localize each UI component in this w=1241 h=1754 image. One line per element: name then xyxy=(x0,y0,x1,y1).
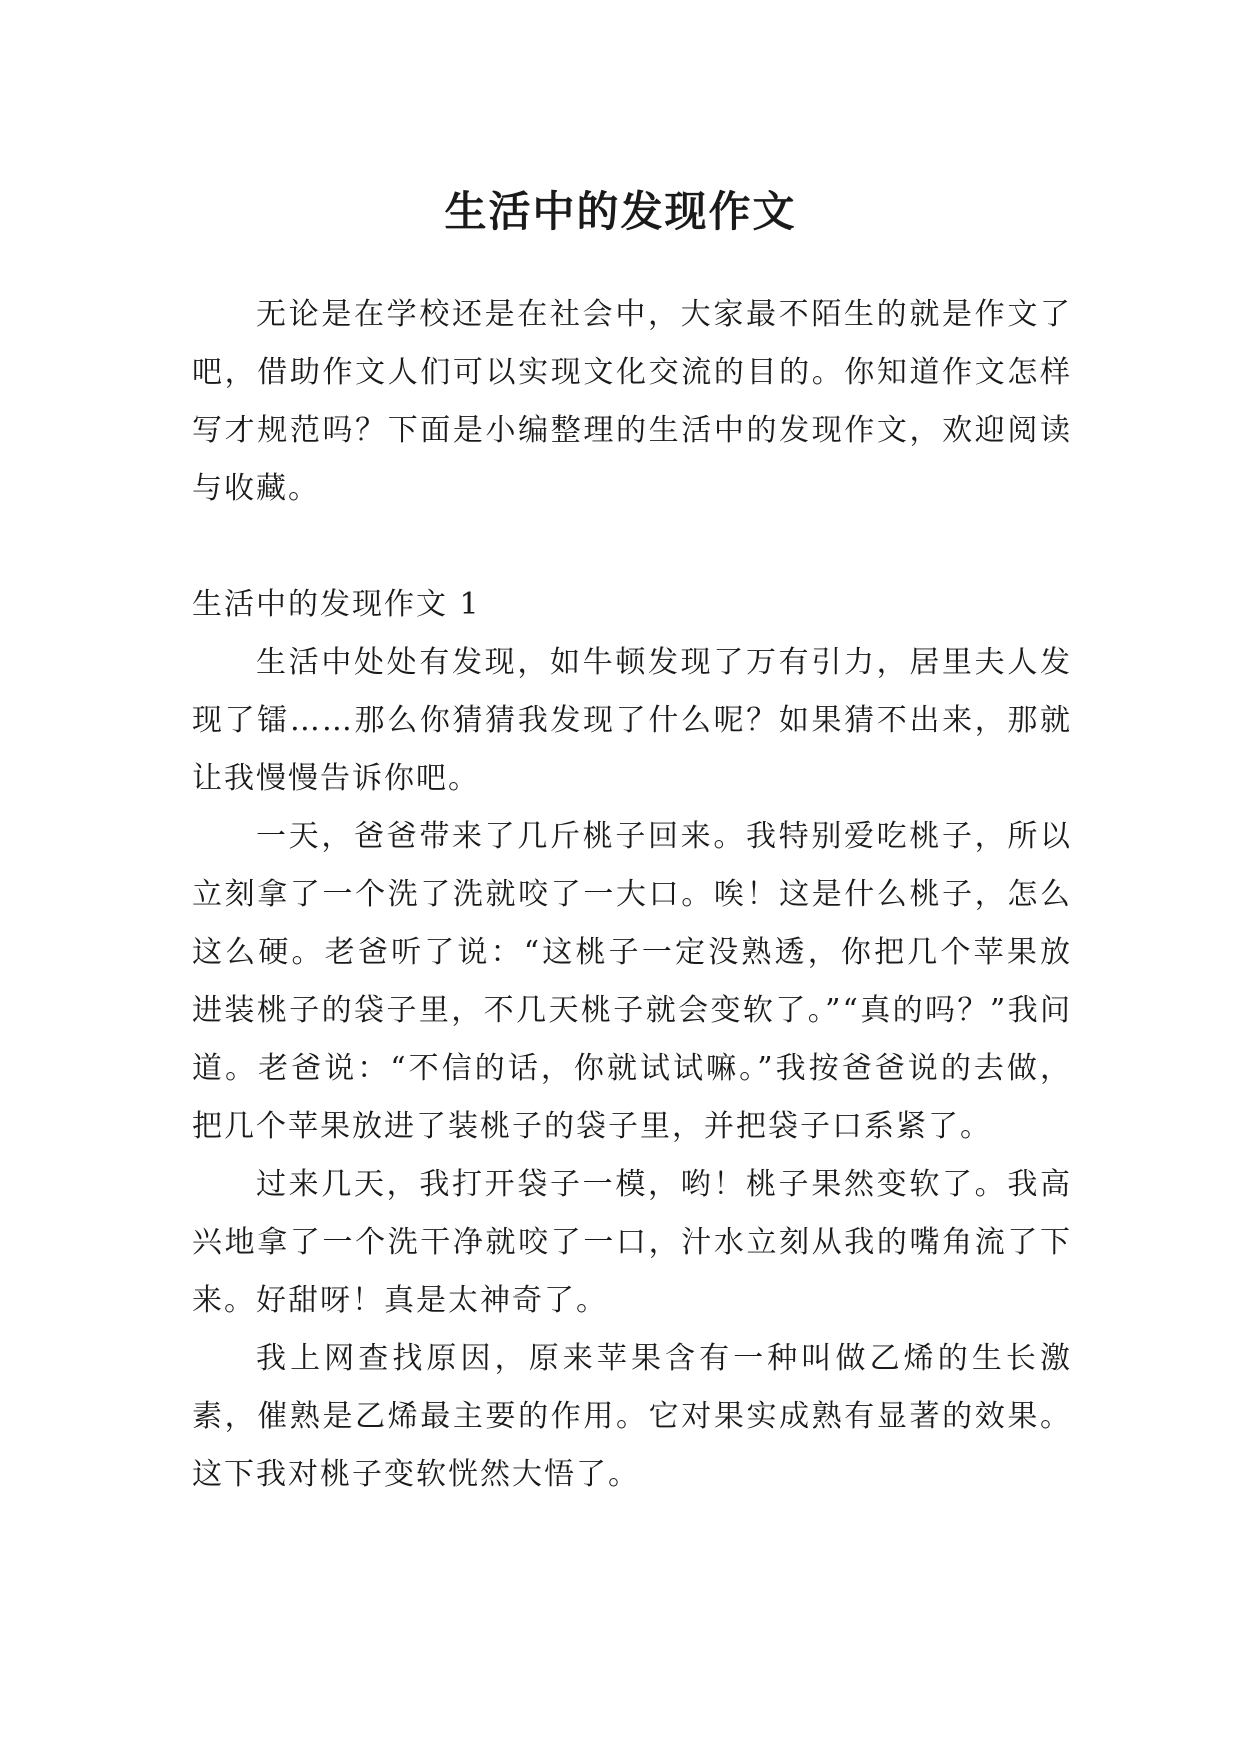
document-title: 生活中的发现作文 xyxy=(444,187,797,237)
essay-paragraph-3: 过来几天，我打开袋子一模，哟！桃子果然变软了。我高兴地拿了一个洗干净就咬了一口，汁水立刻从我的嘴角流了下来。好甜呀！真是太神奇了。 xyxy=(192,1167,1072,1318)
essay-paragraph-2: 一天，爸爸带来了几斤桃子回来。我特别爱吃桃子，所以立刻拿了一个洗了洗就咬了一大口。唉！这是什么桃子，怎么这么硬。老爸听了说：“这桃子一定没熟透，你把几个苹果放进装桃子的袋子里，不几天桃子就会变软了。”“真的吗？”我问道。老爸说：“不信的话，你就试试嘛。”我按爸爸说的去做，把几个苹果放进了装桃子的袋子里，并把袋子口系紧了。 xyxy=(192,819,1072,1144)
section-heading: 生活中的发现作文 1 xyxy=(192,587,481,622)
essay-paragraph-1: 生活中处处有发现，如牛顿发现了万有引力，居里夫人发现了镭……那么你猜猜我发现了什么呢？如果猜不出来，那就让我慢慢告诉你吧。 xyxy=(192,645,1072,796)
intro-paragraph: 无论是在学校还是在社会中，大家最不陌生的就是作文了吧，借助作文人们可以实现文化交流的目的。你知道作文怎样写才规范吗？下面是小编整理的生活中的发现作文，欢迎阅读与收藏。 xyxy=(192,297,1072,506)
essay-paragraph-4: 我上网查找原因，原来苹果含有一种叫做乙烯的生长激素，催熟是乙烯最主要的作用。它对果实成熟有显著的效果。这下我对桃子变软恍然大悟了。 xyxy=(192,1341,1072,1492)
document-body xyxy=(192,286,1072,1504)
